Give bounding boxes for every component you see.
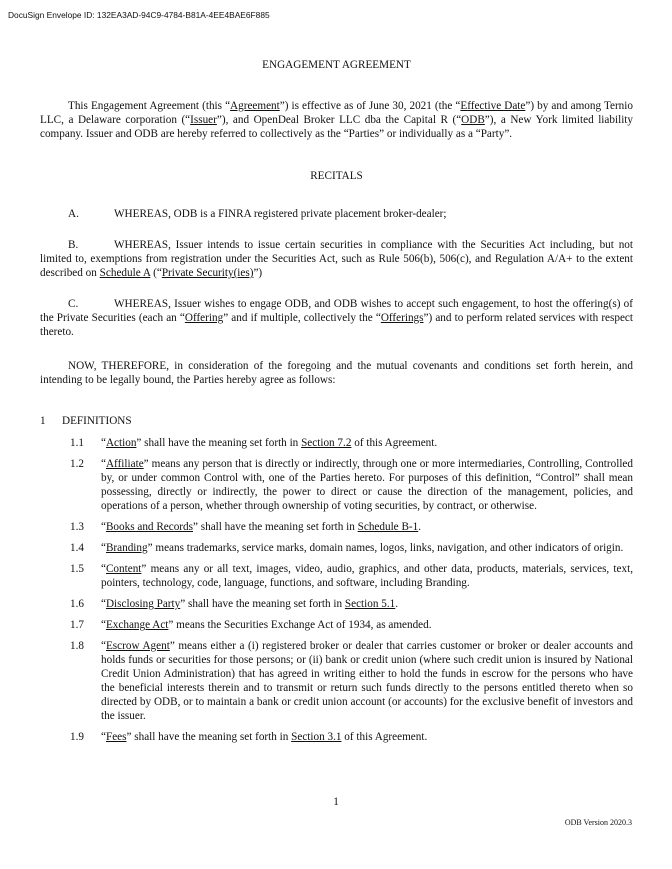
recital-text: ”) xyxy=(253,267,263,279)
definition-item xyxy=(40,457,633,513)
definition-text: ” shall have the meaning set forth in xyxy=(136,437,302,449)
offerings-term: Offerings xyxy=(380,312,424,324)
section-reference: Schedule B-1 xyxy=(357,521,419,533)
recital-text: ” and if multiple, collectively the “ xyxy=(223,312,381,324)
recital-text: WHEREAS, Issuer intends to issue certain securities in compliance with the Securities Act including, but not limited to, exemptions from registration under the Securities Act, such as Rule 506(b), 506(c), and Regulation A/A+ to the extent described on xyxy=(40,239,633,279)
definition-text: ” shall have the meaning set forth in xyxy=(180,598,345,610)
definition-term: Content xyxy=(105,563,142,575)
definition-item xyxy=(40,730,633,744)
definition-item xyxy=(40,597,633,611)
offering-term: Offering xyxy=(184,312,224,324)
definition-number: 1.4 xyxy=(70,542,84,554)
definition-term: Action xyxy=(105,437,137,449)
agreement-term: Agreement xyxy=(230,100,280,112)
recital-text: WHEREAS, ODB is a FINRA registered private placement broker-dealer; xyxy=(114,208,447,220)
definition-text: “ xyxy=(101,458,106,470)
definition-text: “ xyxy=(101,521,106,533)
recital-letter: A. xyxy=(68,208,79,220)
intro-paragraph xyxy=(40,99,633,141)
definition-term: Escrow Agent xyxy=(105,640,170,652)
recital-a xyxy=(40,207,633,221)
definition-number: 1.5 xyxy=(70,563,84,575)
definition-number: 1.7 xyxy=(70,619,84,631)
definition-text: ” means any person that is directly or indirectly, through one or more intermediaries, Controlling, Controlled by, or under common Control with, one of the Parties hereto. For purposes of this definition, “Control” shall mean possessing, directly or indirectly, the power to direct or cause the direction of the management, policies, and operations of a person, whether through ownership of voting securities, by contract, or otherwise. xyxy=(101,458,633,512)
definition-text: . xyxy=(395,598,399,610)
intro-text: ”), a New York limited liability company. Issuer and ODB are hereby referred to collectively as the “Parties” or individually as a “Party”. xyxy=(40,114,634,140)
definition-number: 1.3 xyxy=(70,521,84,533)
definition-text: ” means either a (i) registered broker or dealer that carries customer or broker or dealer accounts and holds funds or securities for those persons; or (ii) bank or credit union (where such credit union is insured by National Credit Union Administration) that has agreed in writing either to hold the funds in escrow for the persons who have the beneficial interests therein and to transmit or return such funds directly to the persons entitled thereto when so directed by ODB, or to maintain a bank or credit union account (or accounts) for the exclusive benefit of investors and the issuer. xyxy=(101,640,633,722)
document-title: ENGAGEMENT AGREEMENT xyxy=(262,59,411,71)
definition-item xyxy=(40,639,633,723)
version-label: ODB Version 2020.3 xyxy=(564,818,632,827)
definition-term: Disclosing Party xyxy=(105,598,181,610)
definition-term: Exchange Act xyxy=(105,619,169,631)
definition-text: “ xyxy=(101,731,106,743)
definition-item xyxy=(40,618,633,632)
definition-number: 1.1 xyxy=(70,437,84,449)
definition-term: Affiliate xyxy=(105,458,144,470)
odb-term: ODB xyxy=(461,114,485,126)
definition-term: Fees xyxy=(105,731,127,743)
definition-text: ” shall have the meaning set forth in xyxy=(126,731,292,743)
definition-item xyxy=(40,541,633,555)
definition-number: 1.2 xyxy=(70,458,84,470)
definition-text: of this Agreement. xyxy=(351,437,438,449)
intro-text: ”) is effective as of June 30, 2021 (the “ xyxy=(279,100,461,112)
definition-item xyxy=(40,436,633,450)
definition-text: “ xyxy=(101,619,106,631)
section-title: DEFINITIONS xyxy=(62,415,132,427)
recital-b xyxy=(40,238,633,280)
definition-number: 1.6 xyxy=(70,598,84,610)
recitals-heading: RECITALS xyxy=(310,170,363,182)
definition-item xyxy=(40,562,633,590)
definition-text: . xyxy=(418,521,422,533)
section-reference: Section 5.1 xyxy=(344,598,396,610)
intro-text: ”), and OpenDeal Broker LLC dba the Capital R (“ xyxy=(216,114,462,126)
definition-text: “ xyxy=(101,542,106,554)
definition-item xyxy=(40,520,633,534)
effective-date-term: Effective Date xyxy=(460,100,526,112)
page-number: 1 xyxy=(333,796,339,808)
definition-text: of this Agreement. xyxy=(341,731,428,743)
docusign-envelope-id: DocuSign Envelope ID: 132EA3AD-94C9-4784-B81A-4EE4BAE6F885 xyxy=(8,10,270,20)
definition-text: ” means the Securities Exchange Act of 1934, as amended. xyxy=(168,619,432,631)
schedule-a-ref: Schedule A xyxy=(99,267,151,279)
now-therefore-paragraph: NOW, THEREFORE, in consideration of the foregoing and the mutual covenants and conditions set forth herein, and intending to be legally bound, the Parties hereby agree as follows: xyxy=(40,360,633,386)
section-number: 1 xyxy=(40,415,46,427)
recital-text: ”) and to perform related services with respect thereto. xyxy=(40,312,634,338)
intro-text: ”) by and among Ternio LLC, a Delaware corporation (“ xyxy=(40,100,633,126)
definition-term: Branding xyxy=(105,542,148,554)
recital-letter: C. xyxy=(68,298,79,310)
definition-text: “ xyxy=(101,640,106,652)
definition-number: 1.8 xyxy=(70,640,84,652)
definition-text: ” means any or all text, images, video, audio, graphics, and other data, products, materials, services, text, pointers, technology, code, language, functions, and software, including Branding. xyxy=(101,563,633,589)
definition-text: ” shall have the meaning set forth in xyxy=(192,521,358,533)
section-reference: Section 7.2 xyxy=(301,437,352,449)
issuer-term: Issuer xyxy=(190,114,217,126)
definition-number: 1.9 xyxy=(70,731,84,743)
definition-text: “ xyxy=(101,563,106,575)
recital-c xyxy=(40,297,633,339)
definitions-list xyxy=(40,436,633,744)
section-heading xyxy=(40,414,633,428)
document-page xyxy=(40,58,633,751)
section-reference: Section 3.1 xyxy=(291,731,342,743)
definition-text: “ xyxy=(101,598,106,610)
definition-text: “ xyxy=(101,437,106,449)
intro-text: This Engagement Agreement (this “ xyxy=(68,100,231,112)
recital-text: WHEREAS, Issuer wishes to engage ODB, and ODB wishes to accept such engagement, to host the offering(s) of the Private Securities (each an “ xyxy=(40,298,633,324)
recital-letter: B. xyxy=(68,239,79,251)
definition-term: Books and Records xyxy=(105,521,193,533)
definition-text: ” means trademarks, service marks, domain names, logos, links, navigation, and other indicators of origin. xyxy=(147,542,624,554)
private-security-term: Private Security(ies) xyxy=(161,267,254,279)
recital-text: (“ xyxy=(150,267,162,279)
